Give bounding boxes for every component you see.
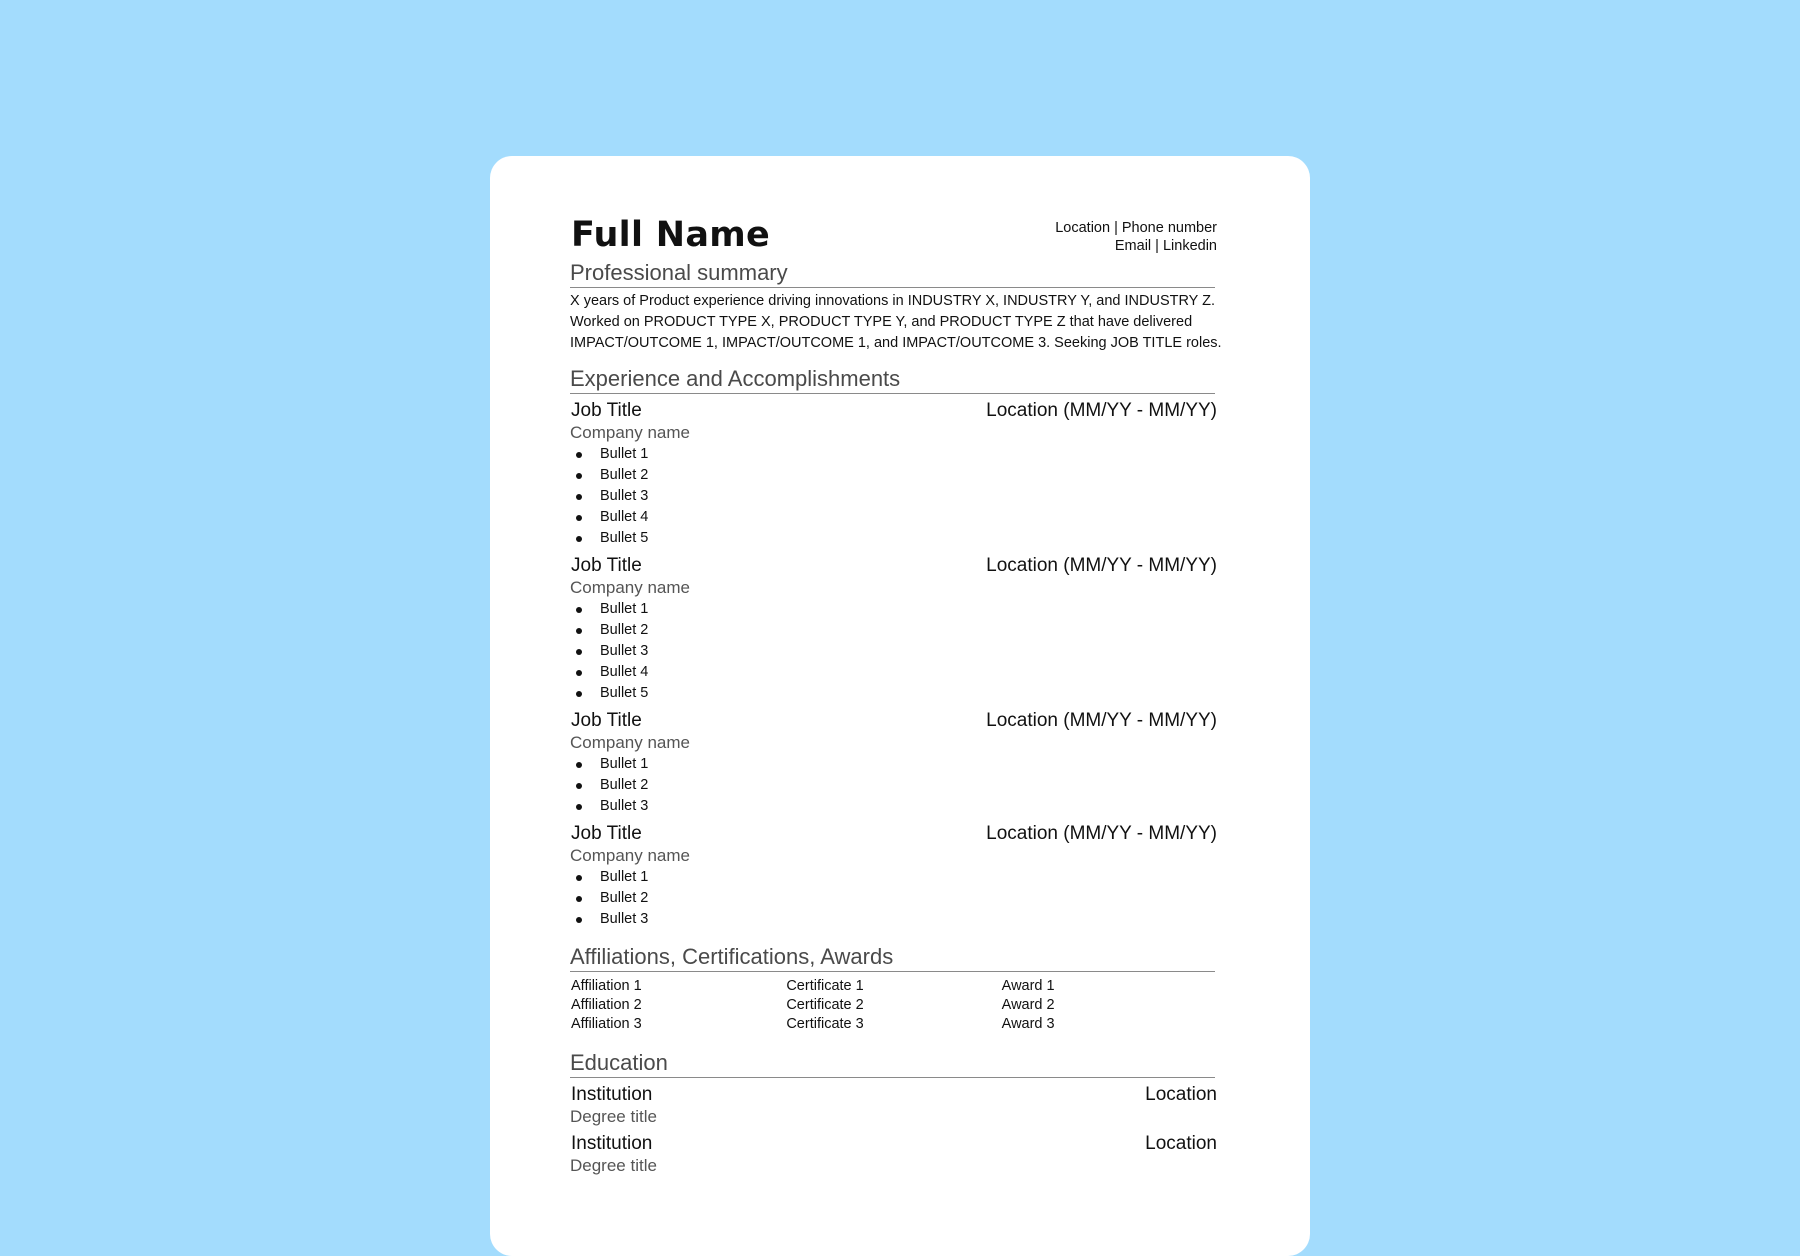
job-bullets bbox=[570, 444, 1217, 549]
bullet-text: Bullet 5 bbox=[600, 685, 649, 701]
degree-title: Degree title bbox=[570, 1156, 657, 1175]
bullet-text: Bullet 1 bbox=[600, 601, 649, 617]
affiliations-column bbox=[786, 977, 1001, 1034]
bullet-icon bbox=[576, 783, 582, 789]
bullet-icon bbox=[576, 628, 582, 634]
bullet-item bbox=[570, 465, 1217, 486]
bullet-item bbox=[570, 620, 1217, 641]
company-name: Company name bbox=[570, 733, 691, 752]
job-bullets bbox=[570, 867, 1217, 930]
institution-location: Location bbox=[1145, 1133, 1217, 1154]
education-list bbox=[570, 1083, 1217, 1176]
company-name: Company name bbox=[570, 846, 691, 865]
contact-line-location-phone: Location | Phone number bbox=[1055, 220, 1217, 236]
bullet-text: Bullet 3 bbox=[600, 798, 649, 814]
bullet-icon bbox=[576, 875, 582, 881]
job-entry bbox=[570, 822, 1217, 930]
job-title: Job Title bbox=[571, 823, 642, 844]
bullet-item bbox=[570, 683, 1217, 704]
summary-text: X years of Product experience driving innovations in INDUSTRY X, INDUSTRY Y, and INDUSTRY Z. Worked on PRODUCT TYPE X, PRODUCT TYPE Y, and PRODUCT TYPE Z that have delivered IMPACT/OUTCOME 1, IMPACT/OUTCOME 1, and IMPACT/OUTCOME 3. Seeking JOB TITLE roles. bbox=[570, 293, 1222, 351]
bullet-icon bbox=[576, 452, 582, 458]
affiliations-column bbox=[571, 977, 786, 1034]
bullet-icon bbox=[576, 896, 582, 902]
job-title: Job Title bbox=[571, 555, 642, 576]
education-entry bbox=[570, 1132, 1217, 1176]
job-location-dates: Location (MM/YY - MM/YY) bbox=[986, 555, 1217, 576]
experience-heading: Experience and Accomplishments bbox=[570, 368, 1215, 394]
education-header bbox=[570, 1083, 1217, 1106]
job-location-dates: Location (MM/YY - MM/YY) bbox=[986, 710, 1217, 731]
bullet-icon bbox=[576, 473, 582, 479]
education-entry bbox=[570, 1083, 1217, 1127]
bullet-icon bbox=[576, 917, 582, 923]
bullet-icon bbox=[576, 691, 582, 697]
bullet-item bbox=[570, 796, 1217, 817]
bullet-text: Bullet 2 bbox=[600, 777, 649, 793]
affiliation-item: Award 2 bbox=[1001, 997, 1055, 1013]
degree-title: Degree title bbox=[570, 1107, 657, 1126]
bullet-item bbox=[570, 599, 1217, 620]
bullet-text: Bullet 1 bbox=[600, 446, 649, 462]
bullet-item bbox=[570, 888, 1217, 909]
company-name: Company name bbox=[570, 578, 691, 597]
job-title: Job Title bbox=[571, 710, 642, 731]
job-location-dates: Location (MM/YY - MM/YY) bbox=[986, 823, 1217, 844]
bullet-item bbox=[570, 507, 1217, 528]
affiliation-item: Award 1 bbox=[1001, 978, 1055, 994]
bullet-icon bbox=[576, 494, 582, 500]
institution-name: Institution bbox=[571, 1084, 653, 1105]
bullet-item bbox=[570, 662, 1217, 683]
resume-page bbox=[490, 156, 1310, 1256]
job-bullets bbox=[570, 599, 1217, 704]
job-title: Job Title bbox=[571, 400, 642, 421]
bullet-text: Bullet 5 bbox=[600, 530, 649, 546]
resume-header bbox=[570, 208, 1217, 258]
affiliation-item: Certificate 1 bbox=[786, 978, 864, 994]
bullet-icon bbox=[576, 536, 582, 542]
bullet-icon bbox=[576, 515, 582, 521]
education-header bbox=[570, 1132, 1217, 1155]
bullet-text: Bullet 2 bbox=[600, 890, 649, 906]
affiliations-section bbox=[570, 946, 1217, 1034]
bullet-item bbox=[570, 641, 1217, 662]
resume-content bbox=[570, 208, 1222, 1176]
affiliation-item: Certificate 2 bbox=[786, 997, 864, 1013]
bullet-text: Bullet 1 bbox=[600, 756, 649, 772]
institution-name: Institution bbox=[571, 1133, 653, 1154]
bullet-icon bbox=[576, 762, 582, 768]
job-entry bbox=[570, 709, 1217, 817]
affiliation-item: Affiliation 3 bbox=[571, 1016, 642, 1032]
job-location-dates: Location (MM/YY - MM/YY) bbox=[986, 400, 1217, 421]
jobs-list bbox=[570, 399, 1217, 930]
affiliations-heading: Affiliations, Certifications, Awards bbox=[570, 946, 1215, 972]
bullet-text: Bullet 3 bbox=[600, 488, 649, 504]
bullet-icon bbox=[576, 607, 582, 613]
summary-section bbox=[570, 260, 1222, 354]
bullet-item bbox=[570, 528, 1217, 549]
bullet-text: Bullet 4 bbox=[600, 509, 649, 525]
job-header bbox=[570, 399, 1217, 422]
affiliation-item: Affiliation 2 bbox=[571, 997, 642, 1013]
affiliation-item: Award 3 bbox=[1001, 1016, 1055, 1032]
affiliation-item: Affiliation 1 bbox=[571, 978, 642, 994]
bullet-icon bbox=[576, 649, 582, 655]
bullet-icon bbox=[576, 804, 582, 810]
bullet-text: Bullet 4 bbox=[600, 664, 649, 680]
experience-section bbox=[570, 368, 1217, 930]
job-header bbox=[570, 822, 1217, 845]
education-heading: Education bbox=[570, 1052, 1215, 1078]
contact-line-email-linkedin: Email | Linkedin bbox=[1114, 238, 1217, 254]
bullet-item bbox=[570, 444, 1217, 465]
affiliations-grid bbox=[570, 977, 1217, 1034]
bullet-icon bbox=[576, 670, 582, 676]
bullet-item bbox=[570, 775, 1217, 796]
bullet-text: Bullet 3 bbox=[600, 643, 649, 659]
company-name: Company name bbox=[570, 423, 691, 442]
education-section bbox=[570, 1052, 1217, 1176]
bullet-text: Bullet 2 bbox=[600, 622, 649, 638]
job-bullets bbox=[570, 754, 1217, 817]
summary-heading: Professional summary bbox=[570, 262, 1215, 288]
job-header bbox=[570, 554, 1217, 577]
bullet-text: Bullet 2 bbox=[600, 467, 649, 483]
contact-info bbox=[1055, 219, 1217, 255]
job-entry bbox=[570, 399, 1217, 549]
institution-location: Location bbox=[1145, 1084, 1217, 1105]
bullet-item bbox=[570, 867, 1217, 888]
bullet-text: Bullet 1 bbox=[600, 869, 649, 885]
affiliation-item: Certificate 3 bbox=[786, 1016, 864, 1032]
job-header bbox=[570, 709, 1217, 732]
bullet-item bbox=[570, 754, 1217, 775]
job-entry bbox=[570, 554, 1217, 704]
affiliations-column bbox=[1002, 977, 1217, 1034]
full-name: Full Name bbox=[571, 215, 771, 255]
bullet-item bbox=[570, 486, 1217, 507]
bullet-item bbox=[570, 909, 1217, 930]
bullet-text: Bullet 3 bbox=[600, 911, 649, 927]
